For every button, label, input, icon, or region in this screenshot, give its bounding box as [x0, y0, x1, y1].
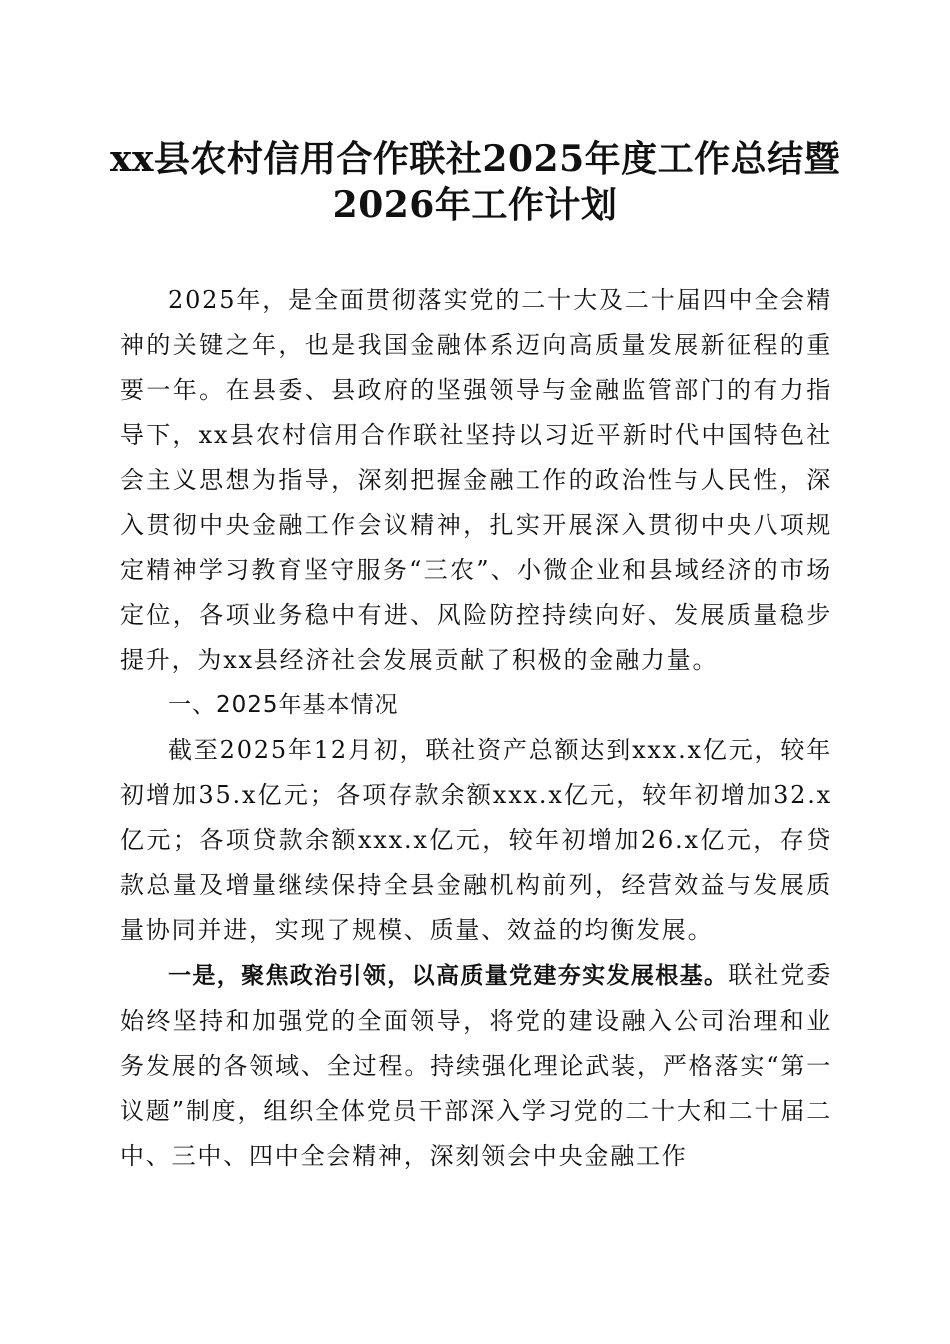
document-body	[120, 278, 832, 1179]
title-line-1: xx县农村信用合作联社2025年度工作总结暨	[110, 138, 841, 180]
document-title	[110, 136, 840, 228]
point-one-lead: 一是，聚焦政治引领，以高质量党建夯实发展根基。	[168, 963, 729, 989]
point-one-body: 联社党委始终坚持和加强党的全面领导，将党的建设融入公司治理和业务发展的各领域、全过程。持续强化理论武装，严格落实“第一议题”制度，组织全体党员干部深入学习党的二十大和二十届二中、三中、四中全会精神，深刻领会中央金融工作	[120, 961, 832, 1170]
title-line-2: 2026年工作计划	[332, 184, 618, 226]
section-heading-basic-situation: 一、2025年基本情况	[168, 692, 399, 718]
point-one-paragraph	[120, 953, 832, 1179]
basic-situation-paragraph: 截至2025年12月初，联社资产总额达到xxx.x亿元，较年初增加35.x亿元；各项存款余额xxx.x亿元，较年初增加32.x亿元；各项贷款余额xxx.x亿元，较年初增加26.x亿元，存贷款总量及增量继续保持全县金融机构前列，经营效益与发展质量协同并进，实现了规模、质量、效益的均衡发展。	[120, 736, 832, 944]
intro-paragraph: 2025年，是全面贯彻落实党的二十大及二十届四中全会精神的关键之年，也是我国金融体系迈向高质量发展新征程的重要一年。在县委、县政府的坚强领导与金融监管部门的有力指导下，xx县农村信用合作联社坚持以习近平新时代中国特色社会主义思想为指导，深刻把握金融工作的政治性与人民性，深入贯彻中央金融工作会议精神，扎实开展深入贯彻中央八项规定精神学习教育坚守服务“三农”、小微企业和县域经济的市场定位，各项业务稳中有进、风险防控持续向好、发展质量稳步提升，为xx县经济社会发展贡献了积极的金融力量。	[120, 286, 832, 674]
